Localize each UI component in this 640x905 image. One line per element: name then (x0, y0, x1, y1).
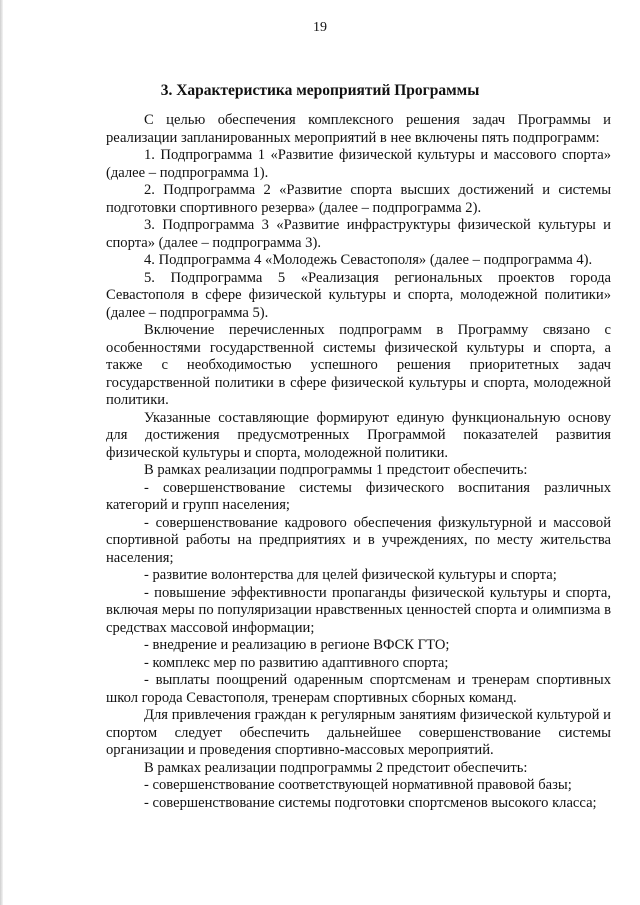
list-item: - комплекс мер по развитию адаптивного спорта; (144, 654, 449, 671)
body-text (106, 112, 611, 812)
list-item: - совершенствование кадрового обеспечения физкультурной и массовой спортивной работы на предприятиях и в учреждениях, по месту жительства населения; (106, 514, 611, 566)
list-item: - совершенствование системы подготовки спортсменов высокого класса; (144, 794, 597, 811)
paragraph-inclusion: Включение перечисленных подпрограмм в Программу связано с особенностями государственной системы физической культуры и спорта, а также с необходимостью успешного решения приоритетных задач государственной политики в сфере физической культуры и спорта, молодежной политики. (106, 322, 611, 408)
paragraph-sports-events: Для привлечения граждан к регулярным занятиям физической культурой и спортом следует обеспечить дальнейшее совершенствование системы организации и проведения спортивно-массовых мероприятий. (106, 707, 611, 758)
paragraph-subprogram-2: 2. Подпрограмма 2 «Развитие спорта высших достижений и системы подготовки спортивного резерва» (далее – подпрограмма 2). (106, 182, 611, 216)
section-heading: 3. Характеристика мероприятий Программы (160, 82, 480, 99)
paragraph-subprogram-1-tasks-intro: В рамках реализации подпрограммы 1 предстоит обеспечить: (144, 462, 528, 478)
paragraph-subprogram-2-tasks-intro: В рамках реализации подпрограммы 2 предстоит обеспечить: (144, 759, 528, 776)
paragraph-components: Указанные составляющие формируют единую функциональную основу для достижения предусмотренных Программой показателей развития физической культуры и спорта, молодежной политики. (106, 409, 611, 461)
list-item: - внедрение и реализацию в регионе ВФСК ГТО; (144, 637, 450, 653)
paragraph-subprogram-5: 5. Подпрограмма 5 «Реализация региональных проектов города Севастополя в сфере физической культуры и спорта, молодежной политики» (далее – подпрограмма 5). (106, 269, 611, 321)
paragraph-subprogram-4: 4. Подпрограмма 4 «Молодежь Севастополя» (далее – подпрограмма 4). (144, 252, 593, 268)
page-number: 19 (313, 20, 327, 35)
paragraph-intro: С целью обеспечения комплексного решения задач Программы и реализации запланированных мероприятий в нее включены пять подпрограмм: (106, 112, 611, 146)
paragraph-subprogram-3: 3. Подпрограмма 3 «Развитие инфраструктуры физической культуры и спорта» (далее – подпрограмма 3). (106, 217, 611, 251)
list-item: - совершенствование системы физического воспитания различных категорий и групп населения; (106, 479, 611, 513)
list-item: - повышение эффективности пропаганды физической культуры и спорта, включая меры по популяризации нравственных ценностей спорта и олимпизма в средствах массовой информации; (106, 584, 611, 636)
scan-edge (0, 0, 3, 905)
list-item: - совершенствование соответствующей нормативной правовой базы; (144, 777, 572, 793)
paragraph-subprogram-1: 1. Подпрограмма 1 «Развитие физической культуры и массового спорта» (далее – подпрограмма 1). (106, 147, 611, 181)
list-item: - выплаты поощрений одаренным спортсменам и тренерам спортивных школ города Севастополя, тренерам спортивных сборных команд. (106, 672, 611, 706)
list-item: - развитие волонтерства для целей физической культуры и спорта; (144, 567, 557, 583)
